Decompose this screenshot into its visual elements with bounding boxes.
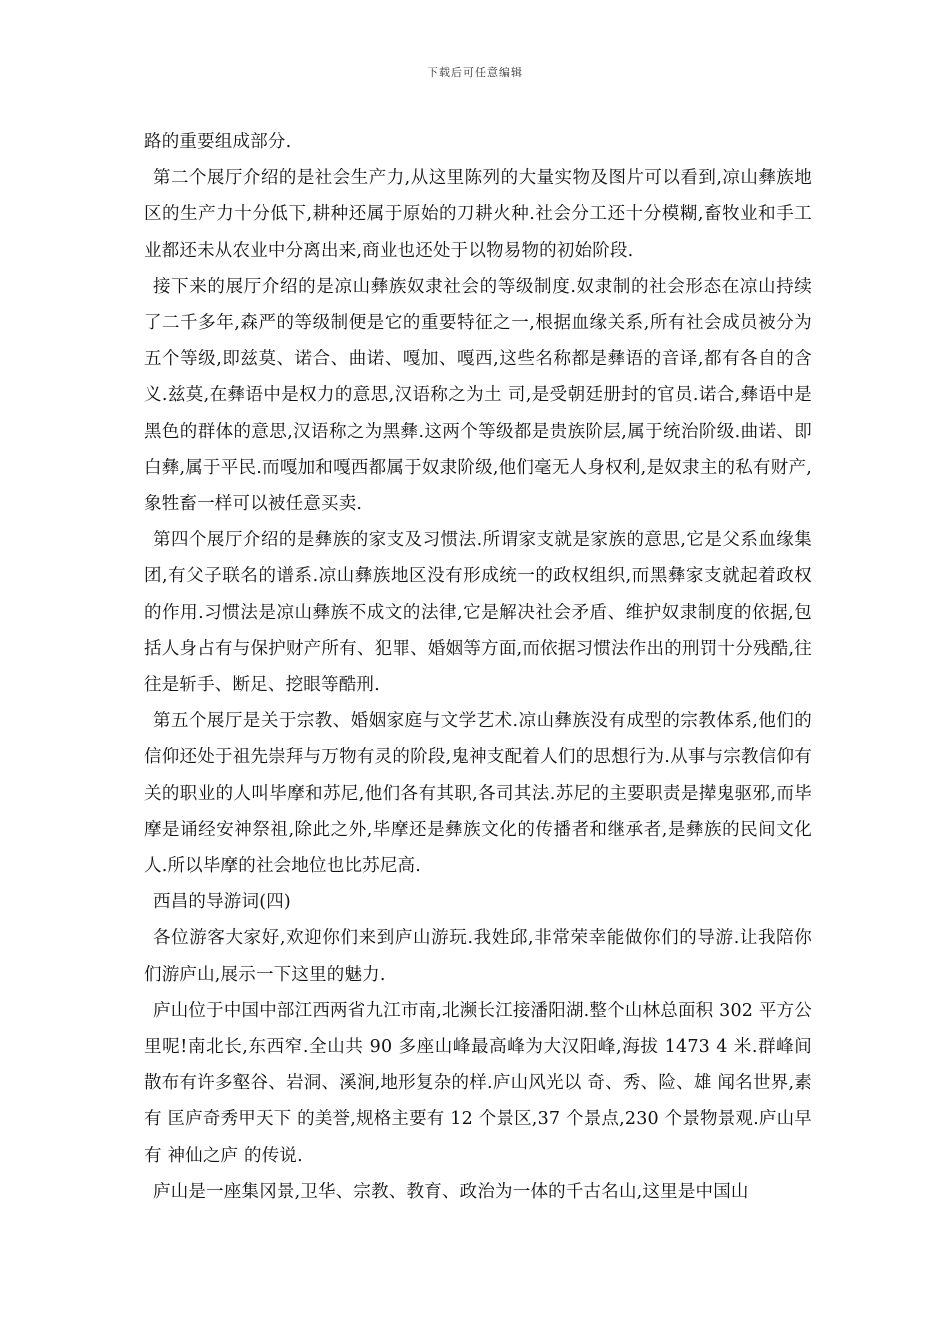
paragraph-hierarchy-system: 接下来的展厅介绍的是凉山彝族奴隶社会的等级制度.奴隶制的社会形态在凉山持续了二千多年,森严的等级制便是它的重要特征之一,根据血缘关系,所有社会成员被分为五个等级,即兹莫、诺合、曲诺、嘎加、嘎西,这些名称都是彝语的音译,都有各自的含义.兹莫,在彝语中是权力的意思,汉语称之为土 司,是受朝廷册封的官员.诺合,彝语中是黑色的群体的意思,汉语称之为黑彝.这两个等级都是贵族阶层,属于统治阶级.曲诺、即白彝,属于平民.而嘎加和嘎西都属于奴隶阶级,他们毫无人身权利,是奴隶主的私有财产,象牲畜一样可以被任意买卖.: [144, 276, 812, 515]
section-heading: 西昌的导游词(四): [153, 892, 291, 913]
paragraph-exhibit-hall-4: 第四个展厅介绍的是彝族的家支及习惯法.所谓家支就是家族的意思,它是父系血缘集团,有父子联名的谱系.凉山彝族地区没有形成统一的政权组织,而黑彝家支就起着政权的作用.习惯法是凉山彝族不成文的法律,它是解决社会矛盾、维护奴隶制度的依据,包括人身占有与保护财产所有、犯罪、婚姻等方面,而依据习惯法作出的刑罚十分残酷,往往是斩手、断足、挖眼等酷刑.: [144, 530, 812, 696]
document-body: [144, 124, 812, 1210]
paragraph-lushan-culture: 庐山是一座集冈景,卫华、宗教、教育、政治为一体的千古名山,这里是中国山: [153, 1181, 749, 1202]
paragraph-exhibit-hall-5: 第五个展厅是关于宗教、婚姻家庭与文学艺术.凉山彝族没有成型的宗教体系,他们的信仰还处于祖先崇拜与万物有灵的阶段,鬼神支配着人们的思想行为.从事与宗教信仰有关的职业的人叫毕摩和苏尼,他们各有其职,各司其法.苏尼的主要职责是撵鬼驱邪,而毕摩是诵经安神祭祖,除此之外,毕摩还是彝族文化的传播者和继承者,是彝族的民间文化人.所以毕摩的社会地位也比苏尼高.: [144, 711, 812, 877]
paragraph-exhibit-hall-2: 第二个展厅介绍的是社会生产力,从这里陈列的大量实物及图片可以看到,凉山彝族地区的生产力十分低下,耕种还属于原始的刀耕火种.社会分工还十分模糊,畜牧业和手工业都还未从农业中分离出来,商业也还处于以物易物的初始阶段.: [144, 168, 812, 261]
page-header: 下载后可任意编辑: [427, 66, 523, 79]
paragraph-welcome: 各位游客大家好,欢迎你们来到庐山游玩.我姓邱,非常荣幸能做你们的导游.让我陪你们游庐山,展示一下这里的魅力.: [144, 928, 812, 985]
paragraph-continuation: 路的重要组成部分.: [144, 132, 292, 152]
paragraph-lushan-location: 庐山位于中国中部江西两省九江市南,北濒长江接潘阳湖.整个山林总面积 302 平方公里呢!南北长,东西窄.全山共 90 多座山峰最高峰为大汉阳峰,海拔 1473 4 米.群峰间散布有许多壑谷、岩洞、溪涧,地形复杂的样.庐山风光以 奇、秀、险、雄 闻名世界,素有 匡庐奇秀甲天下 的美誉,规格主要有 12 个景区,37 个景点,230 个景物景观.庐山早有 神仙之庐 的传说.: [144, 1000, 812, 1166]
